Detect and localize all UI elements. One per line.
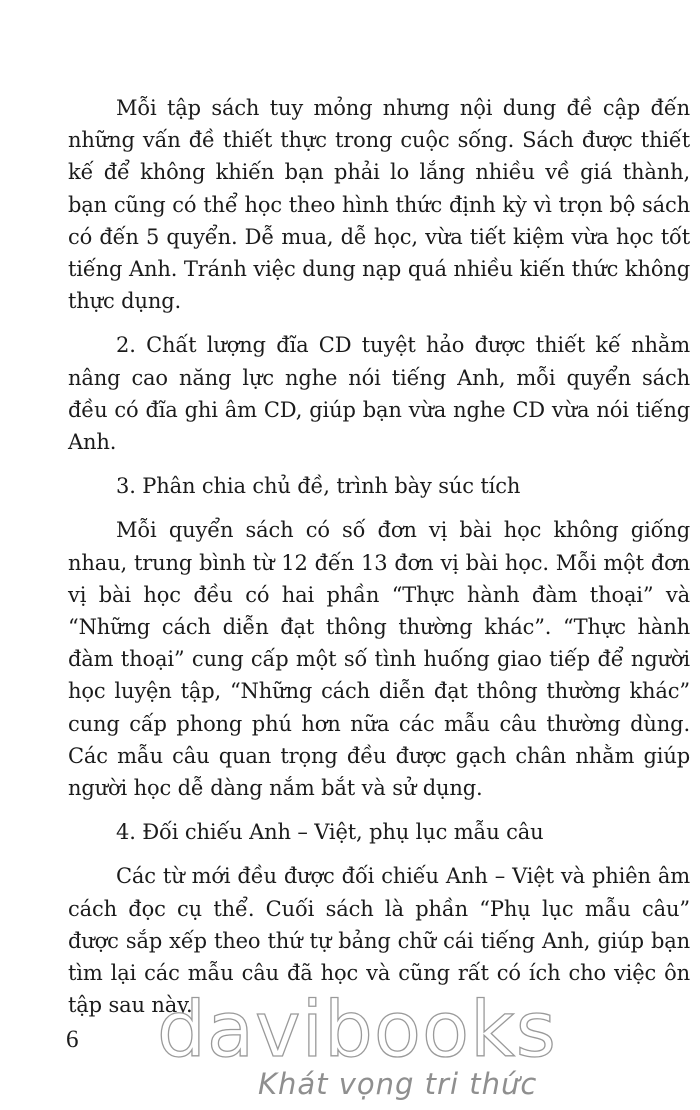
paragraph-appendix: Các từ mới đều được đối chiếu Anh – Việt và phiên âm cách đọc cụ thể. Cuối sách là phần “Phụ lục mẫu câu” được sắp xếp theo thứ tự bảng chữ cái tiếng Anh, giúp bạn tìm lại các mẫu câu đã học và cũng rất có ích cho việc ôn tập sau này. — [68, 864, 690, 1018]
section-heading-topics: 3. Phân chia chủ đề, trình bày súc tích — [116, 474, 521, 499]
paragraph-intro: Mỗi tập sách tuy mỏng nhưng nội dung đề cập đến những vấn đề thiết thực trong cuộc sống. Sách được thiết kế để không khiến bạn phải lo lắng nhiều về giá thành, bạn cũng có thể học theo hình thức định kỳ vì trọn bộ sách có đến 5 quyển. Dễ mua, dễ học, vừa tiết kiệm vừa học tốt tiếng Anh. Tránh việc dung nạp quá nhiều kiến thức không thực dụng. — [68, 96, 690, 314]
body-text — [68, 92, 690, 1033]
paragraph-topics: Mỗi quyển sách có số đơn vị bài học không giống nhau, trung bình từ 12 đến 13 đơn vị bài học. Mỗi một đơn vị bài học đều có hai phần “Thực hành đàm thoại” và “Những cách diễn đạt thông thường khác”. “Thực hành đàm thoại” cung cấp một số tình huống giao tiếp để người học luyện tập, “Những cách diễn đạt thông thường khác” cung cấp phong phú hơn nữa các mẫu câu thường dùng. Các mẫu câu quan trọng đều được gạch chân nhằm giúp người học dễ dàng nắm bắt và sử dụng. — [68, 518, 690, 801]
paragraph-cd-quality: 2. Chất lượng đĩa CD tuyệt hảo được thiết kế nhằm nâng cao năng lực nghe nói tiếng Anh, mỗi quyển sách đều có đĩa ghi âm CD, giúp bạn vừa nghe CD vừa nói tiếng Anh. — [68, 333, 690, 455]
watermark-brand: davibooks — [157, 986, 557, 1075]
page-number: 6 — [66, 1026, 79, 1053]
section-heading-appendix: 4. Đối chiếu Anh – Việt, phụ lục mẫu câu — [116, 820, 544, 845]
watermark-tagline: Khát vọng tri thức — [258, 1067, 538, 1101]
